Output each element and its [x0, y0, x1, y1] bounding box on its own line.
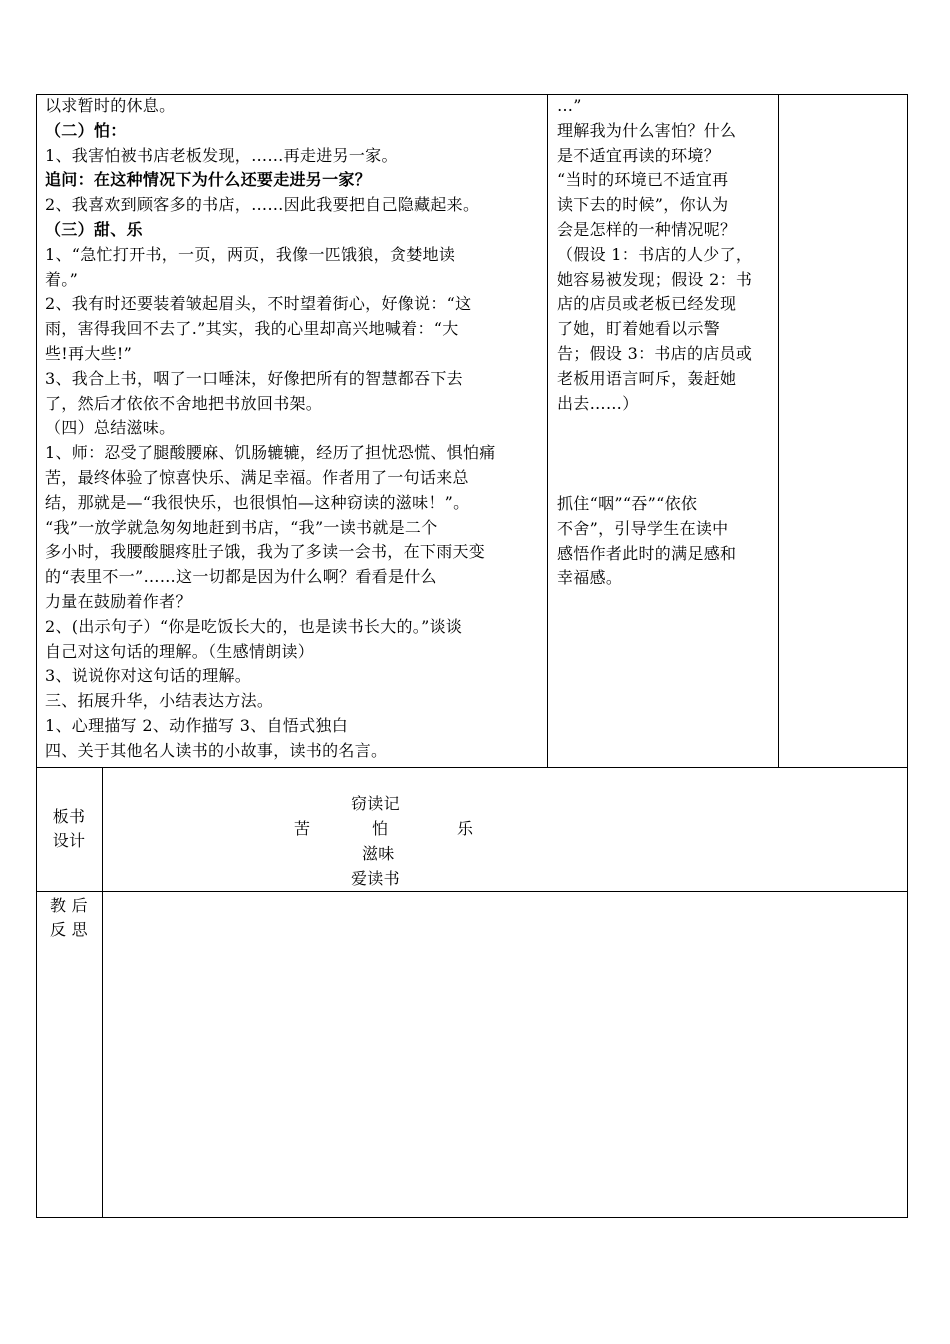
content-line: 四、关于其他名人读书的小故事，读书的名言。 — [45, 740, 388, 760]
row-divider-board — [36, 767, 908, 768]
note-line: 是不适宜再读的环境？ — [557, 145, 721, 165]
teaching-content-cell — [45, 94, 545, 764]
note-line: 会是怎样的一种情况呢？ — [557, 219, 737, 239]
note-line: 告；假设 3：书店的店员或 — [557, 343, 753, 363]
content-line: 三、拓展升华，小结表达方法。 — [45, 691, 274, 711]
content-line: 多小时，我腰酸腿疼肚子饿，我为了多读一会书，在下雨天变 — [45, 542, 486, 562]
note-line: 了她，盯着她看以示警 — [557, 319, 721, 339]
board-label-line2: 设计 — [52, 831, 86, 850]
board-word-joy: 乐 — [457, 819, 474, 838]
note-line: 理解我为什么害怕？什么 — [557, 120, 737, 140]
column-divider-extra — [778, 94, 779, 767]
note-line: 老板用语言呵斥，轰赶她 — [557, 368, 737, 388]
note-line: 读下去的时候”，你认为 — [557, 195, 729, 215]
table-border-left — [36, 94, 37, 1218]
content-line: 着。” — [45, 269, 79, 289]
note-line: 店的店员或老板已经发现 — [557, 294, 737, 314]
note-line: 不舍”，引导学生在读中 — [557, 518, 729, 538]
lesson-plan-table — [36, 94, 908, 1218]
content-line: 1、我害怕被书店老板发现，……再走进另一家。 — [45, 145, 398, 165]
content-line: 2、我喜欢到顾客多的书店，……因此我要把自己隐藏起来。 — [45, 195, 480, 215]
content-line: 2、我有时还要装着皱起眉头，不时望着街心，好像说：“这 — [45, 294, 472, 314]
design-notes-cell-2 — [557, 492, 775, 591]
content-line: 雨，害得我回不去了.”其实，我的心里却高兴地喊着：“大 — [45, 319, 459, 339]
content-line: 苦，最终体验了惊喜快乐、满足幸福。作者用了一句话来总 — [45, 467, 469, 487]
note-line: “当时的环境已不适宜再 — [557, 170, 729, 190]
content-heading: （四）总结滋味。 — [45, 418, 176, 438]
content-line: 些!再大些!” — [45, 343, 133, 363]
content-question: 追问：在这种情况下为什么还要走进另一家？ — [45, 170, 372, 190]
content-line: 1、“急忙打开书，一页，两页，我像一匹饿狼，贪婪地读 — [45, 244, 456, 264]
board-taste: 滋味 — [362, 844, 395, 863]
content-line: 以求暂时的休息。 — [45, 96, 176, 115]
board-word-bitter: 苦 — [294, 819, 311, 838]
note-line: 出去……） — [557, 393, 639, 413]
board-love-reading: 爱读书 — [351, 869, 400, 888]
content-line: 3、我合上书，咽了一口唾沫，好像把所有的智慧都吞下去 — [45, 368, 463, 388]
content-heading: （二）怕： — [45, 120, 127, 140]
reflection-label-line1: 教 后 — [50, 896, 88, 915]
note-line: 她容易被发现；假设 2：书 — [557, 269, 753, 289]
board-design-label — [36, 805, 102, 853]
content-line: 的“表里不一”……这一切都是因为什么啊？看看是什么 — [45, 567, 437, 587]
board-word-fear: 怕 — [372, 819, 389, 838]
content-heading: （三）甜、乐 — [45, 219, 143, 239]
board-label-line1: 板书 — [52, 807, 86, 826]
content-line: 2、(出示句子）“你是吃饭长大的，也是读书长大的。”谈谈 — [45, 616, 463, 636]
note-line: …” — [557, 96, 582, 115]
content-line: 了，然后才依依不舍地把书放回书架。 — [45, 393, 323, 413]
content-line: 自己对这句话的理解。（生感情朗读） — [45, 641, 315, 661]
board-title: 窃读记 — [351, 794, 400, 813]
note-line: 抓住“咽”“吞”“依依 — [557, 494, 698, 513]
content-line: 1、心理描写 2、动作描写 3、自悟式独白 — [45, 715, 349, 735]
note-line: （假设 1：书店的人少了， — [557, 244, 753, 264]
table-border-right — [907, 94, 908, 1218]
column-divider-notes — [547, 94, 548, 767]
content-line: “我”一放学就急匆匆地赶到书店，“我”一读书就是二个 — [45, 517, 438, 537]
note-line: 幸福感。 — [557, 568, 623, 588]
reflection-label — [36, 894, 102, 942]
content-line: 结，那就是—“我很快乐，也很惧怕—这种窃读的滋味！”。 — [45, 492, 470, 512]
note-line: 感悟作者此时的满足感和 — [557, 543, 737, 563]
content-line: 3、说说你对这句话的理解。 — [45, 666, 252, 686]
reflection-label-line2: 反 思 — [50, 920, 88, 939]
content-line: 1、师：忍受了腿酸腰麻、饥肠辘辘，经历了担忧恐慌、惧怕痛 — [45, 443, 496, 463]
design-notes-cell — [557, 94, 775, 416]
content-line: 力量在鼓励着作者？ — [45, 591, 192, 611]
table-border-bottom — [36, 1217, 908, 1218]
reflection-area[interactable] — [103, 892, 907, 1217]
